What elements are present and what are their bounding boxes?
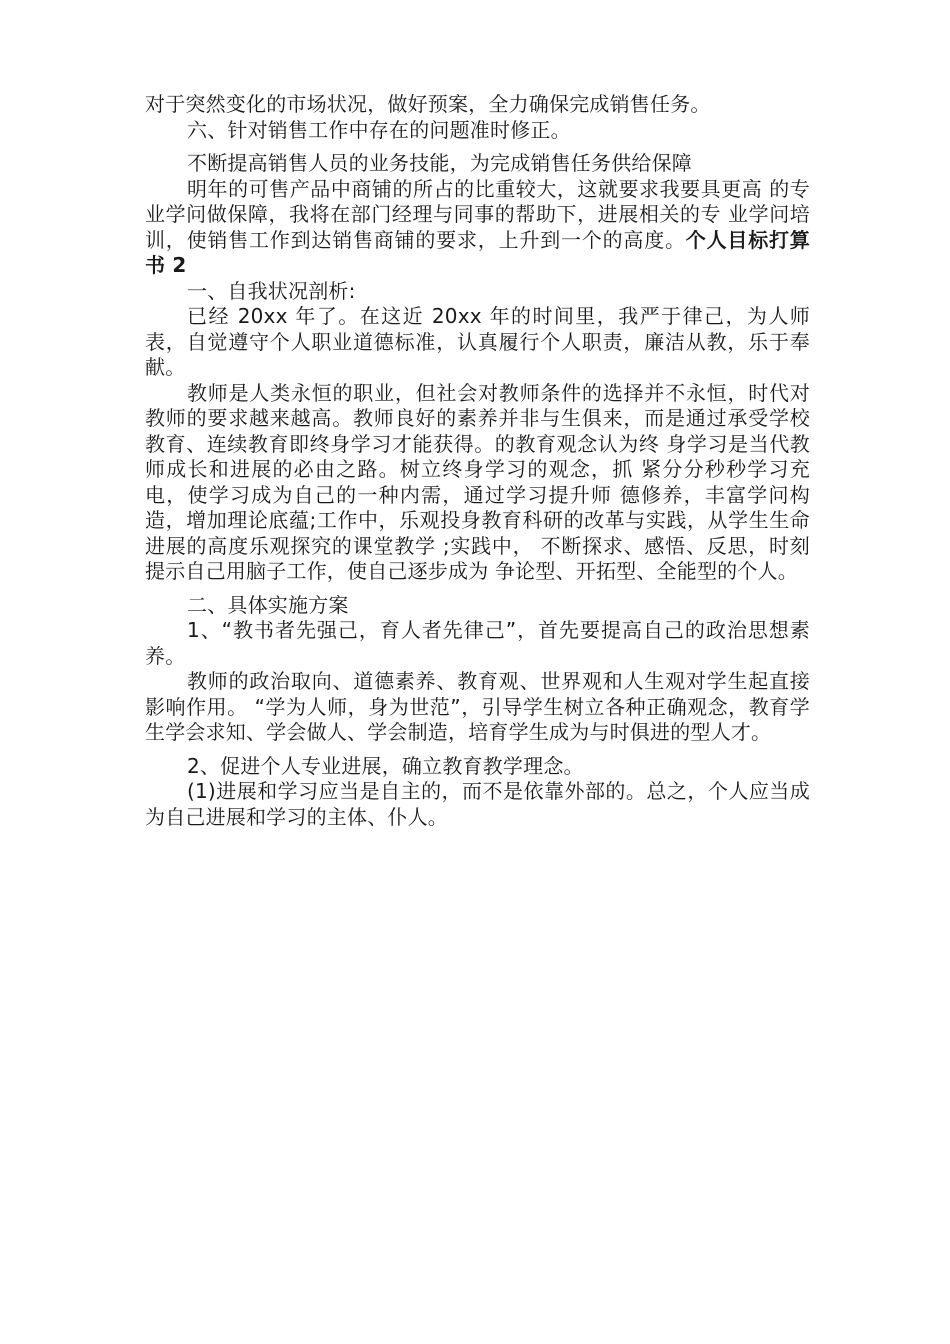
paragraph-text: 明年的可售产品中商铺的所占的比重较大，这就要求我要具更高 的专业学问做保障，我将在部门经理与同事的帮助下，进展相关的专 业学问培训，使销售工作到达销售商铺的要求，上升到一个的高度。	[145, 176, 810, 252]
document-body	[145, 92, 810, 830]
paragraph: 二、具体实施方案	[187, 592, 349, 617]
paragraph: 六、针对销售工作中存在的问题准时修正。	[187, 117, 571, 142]
paragraph	[145, 177, 810, 279]
section-heading: 个人目标打算书 2	[145, 227, 810, 277]
paragraph: 2、促进个人专业进展，确立教育教学理念。	[187, 753, 584, 778]
paragraph: 不断提高销售人员的业务技能，为完成销售任务供给保障	[187, 151, 692, 175]
paragraph: 教师的政治取向、道德素养、教育观、世界观和人生观对学生起直接影响作用。 “学为人师，身为世范”，引导学生树立各种正确观念，教育学生学会求知、学会做人、学会制造，培育学生成为与时俱进的型人才。	[145, 669, 810, 744]
paragraph: 已经 20xx 年了。在这近 20xx 年的时间里，我严于律己，为人师表，自觉遵守个人职业道德标准，认真履行个人职责，廉洁从教，乐于奉献。	[145, 304, 810, 379]
paragraph: 教师是人类永恒的职业，但社会对教师条件的选择并不永恒，时代对教师的要求越来越高。教师良好的素养并非与生俱来，而是通过承受学校教育、连续教育即终身学习才能获得。的教育观念认为终 身学习是当代教师成长和进展的必由之路。树立终身学习的观念，抓 紧分分秒秒学习充电，使学习成为自己的一种内需，通过学习提升师 德修养，丰富学问构造，增加理论底蕴;工作中，乐观投身教育科研的改革与实践，从学生生命进展的高度乐观探究的课堂教学 ;实践中， 不断探求、感悟、反思，时刻提示自己用脑子工作，使自己逐步成为 争论型、开拓型、全能型的个人。	[145, 380, 810, 583]
paragraph: 对于突然变化的市场状况，做好预案，全力确保完成销售任务。	[145, 92, 711, 116]
paragraph: 一、自我状况剖析:	[187, 278, 356, 303]
paragraph: 1、“教书者先强己，育人者先律己”，首先要提高自己的政治思想素养。	[145, 618, 810, 668]
paragraph: (1)进展和学习应当是自主的，而不是依靠外部的。总之，个人应当成为自己进展和学习的主体、仆人。	[145, 779, 810, 829]
